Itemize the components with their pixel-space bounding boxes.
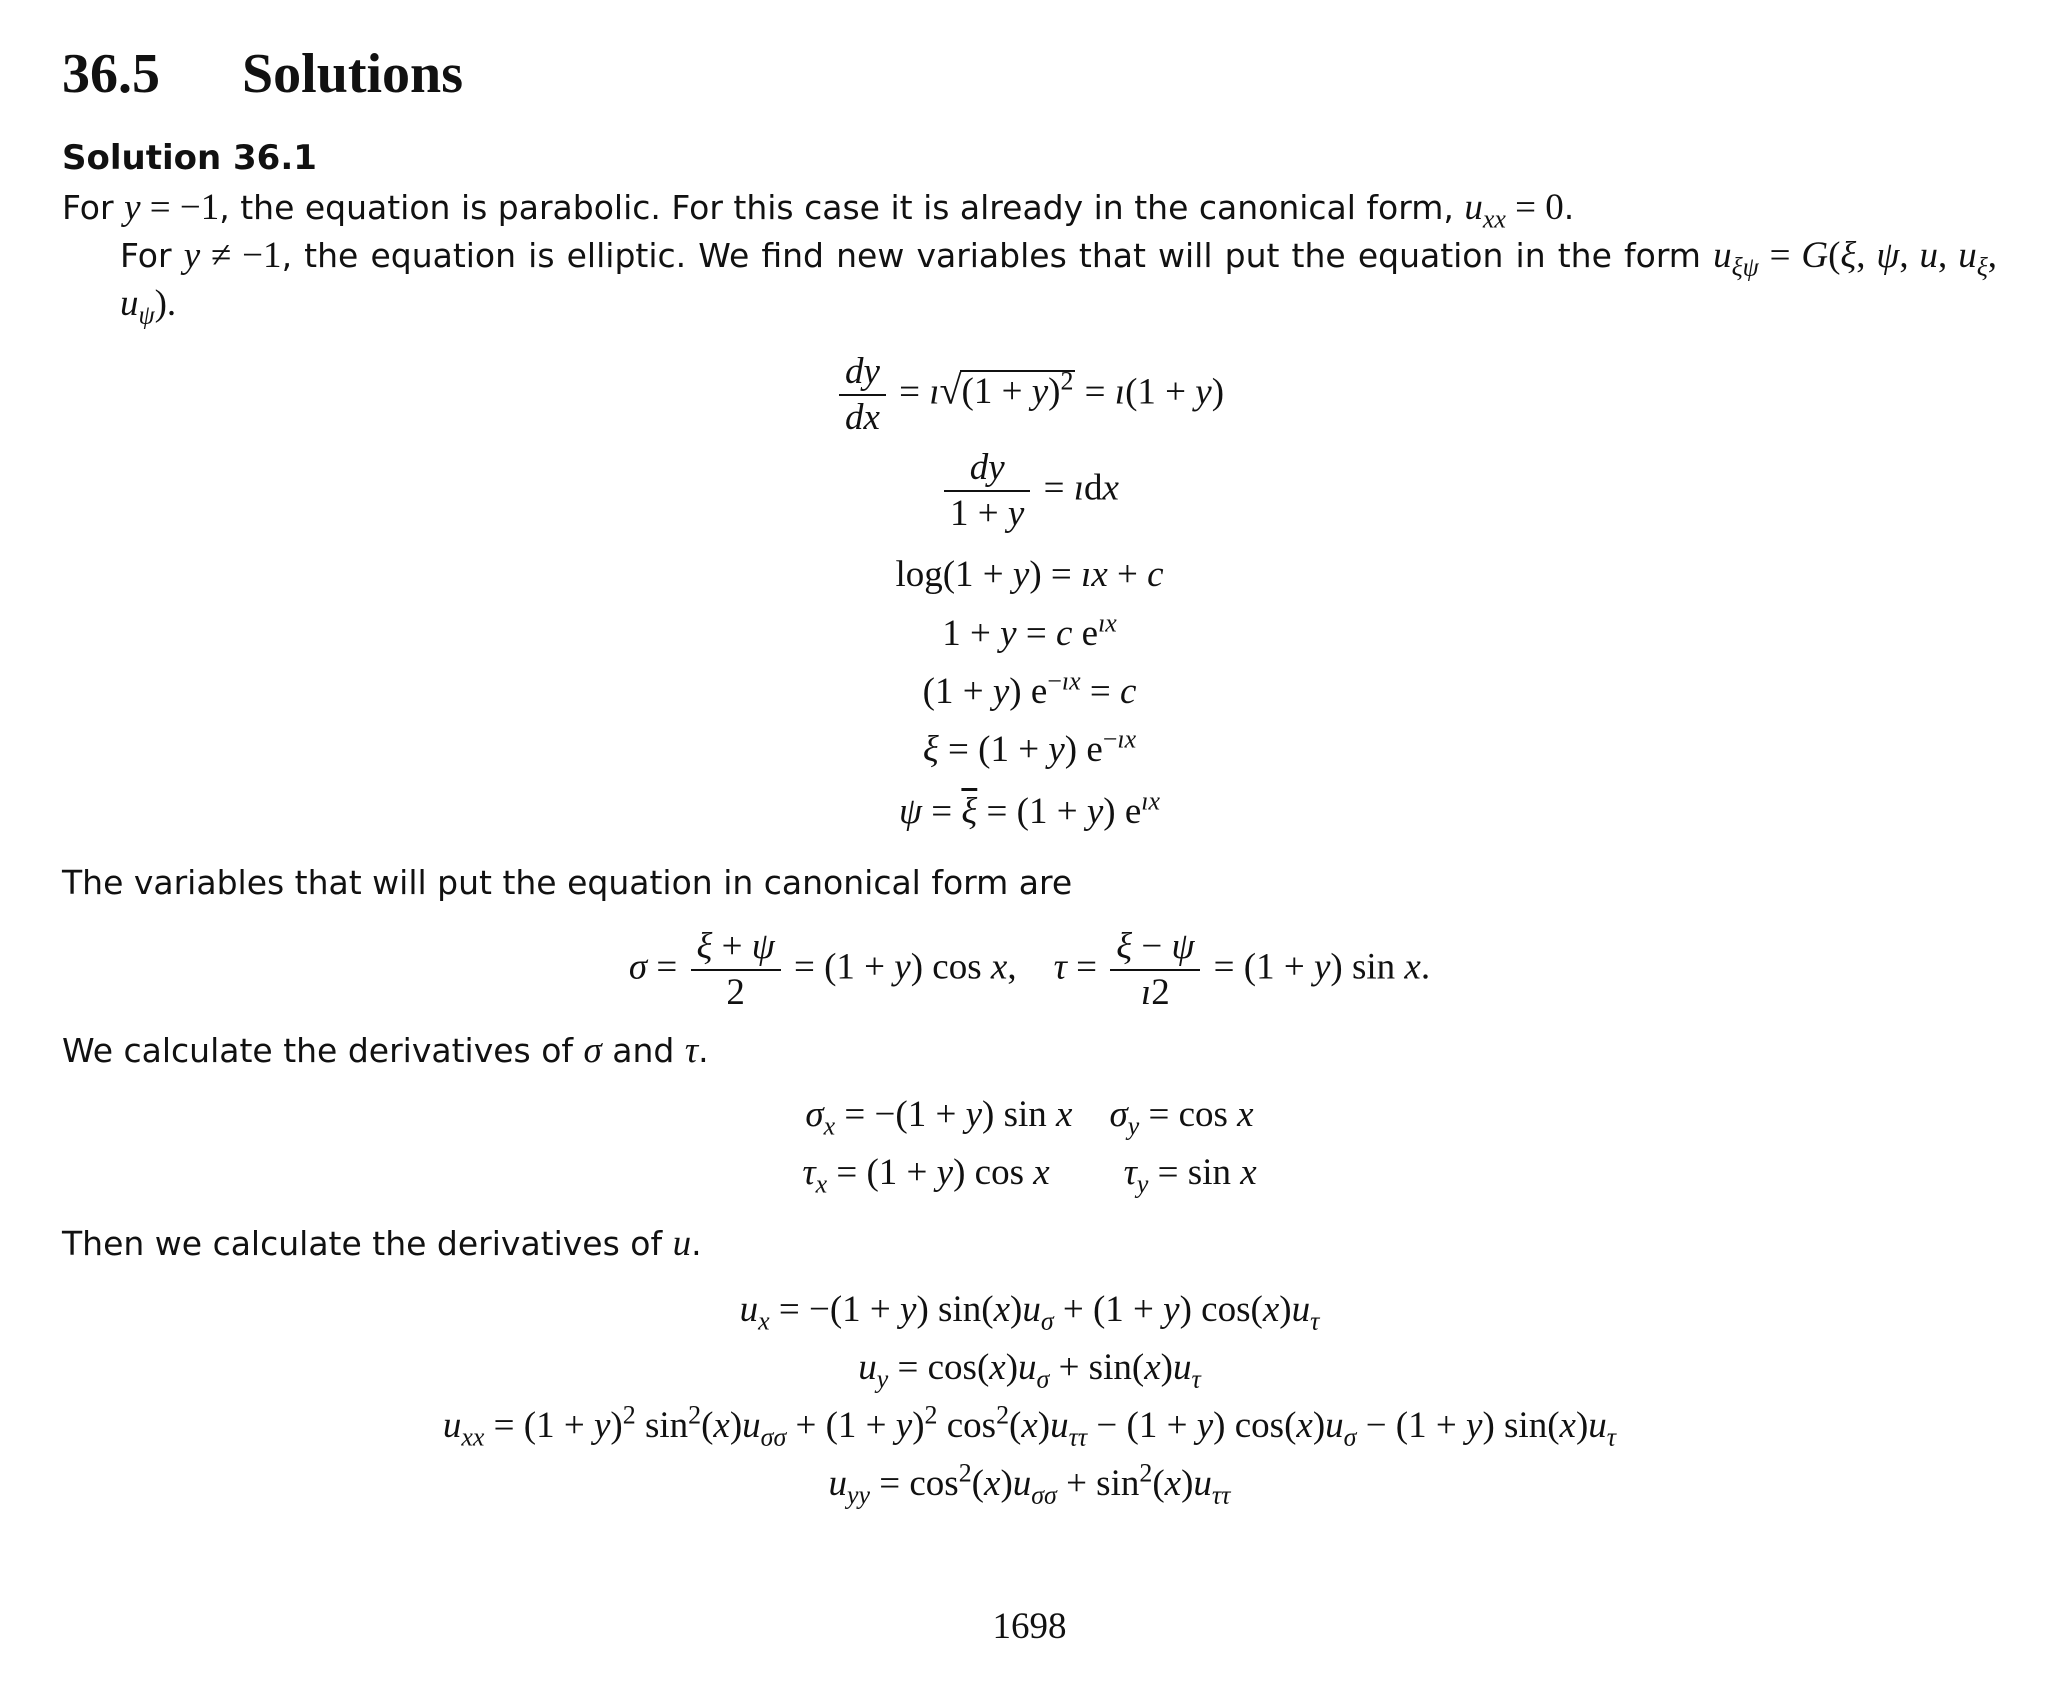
math-inline: y = −1 <box>124 187 220 228</box>
paragraph-derivatives-u: Then we calculate the derivatives of u. <box>62 1223 702 1264</box>
math-inline: $u_{xx} = 0$ <box>1464 187 1564 234</box>
equation-uyy: $u_{yy} = \cos^2(x)u_{\sigma\sigma} + \sin^2(x)u_{\tau\tau}$ <box>828 1458 1231 1510</box>
paragraph-elliptic: For y ≠ −1, the equation is elliptic. We find new variables that will put the equation in the form $u_{\xi\psi} = G(\xi$, ψ, u, $u_\xi$, $u_\psi$). <box>120 235 1998 330</box>
document-page <box>62 0 1997 1687</box>
section-title: Solutions <box>242 43 463 105</box>
equation-sigma-derivs: $\sigma_x = -(1 + y)$ sin x $\sigma_y = \cos x$ <box>805 1094 1254 1141</box>
paragraph-derivatives-sigma-tau: We calculate the derivatives of σ and τ. <box>62 1030 709 1071</box>
solution-heading: Solution 36.1 <box>62 138 317 178</box>
paragraph-variables: The variables that will put the equation in canonical form are <box>62 863 1073 902</box>
equation-dy-dx: $\frac{dy}{dx}$ = ı√(1 + y)$^2$ = ı(1 + y) <box>62 350 1997 440</box>
equation-xi: ξ = (1 + y) $e^{-ıx}$ <box>922 724 1137 770</box>
page-number: 1698 <box>992 1606 1067 1647</box>
paragraph-parabolic: For y = −1, the equation is parabolic. For this case it is already in the canonical form, $u_{xx} = 0$. <box>62 187 1575 234</box>
equation-tau-derivs: $\tau_x = (1 + y)$ cos x $\tau_y = \sin x$ <box>802 1152 1257 1199</box>
equation-uy: $u_y = \cos(x)u_\sigma + \sin(x)u_\tau$ <box>858 1347 1201 1394</box>
equation-constant: (1 + y) $e^{-ıx} = c$ <box>922 666 1137 712</box>
math-inline: $u_{\xi\psi} = G(\xi$, ψ, u, $u_\xi$, $u_\psi$). <box>120 235 1998 330</box>
equation-sigma-tau: σ = $\frac{\xi + \psi}{2}$ = (1 + y) cos x, τ = $\frac{\xi - \psi}{ı2}$ = (1 + y) sin x. <box>628 926 1431 1013</box>
section-number: 36.5 <box>62 43 160 105</box>
math-inline: y ≠ −1 <box>183 235 282 276</box>
equation-exp: 1 + y = c $e^{ıx}$ <box>942 608 1117 654</box>
equation-ux: $u_x = -(1 + y) \sin(x)u_\sigma + (1 + y)$ $\cos(x)u_\tau$ <box>739 1289 1320 1336</box>
equation-psi: $\psi = \overline{\xi} = (1 + y)$ $e^{ıx}$ <box>899 786 1160 832</box>
equation-separated: $\frac{dy}{1 + y}$ = ıdx <box>62 446 1997 536</box>
equation-log: log(1 + y) = ıx + c <box>895 554 1164 595</box>
equation-uxx: $u_{xx} = (1 + y)^2$ $\sin^2(x)u_{\sigma\sigma} + (1 + y)^2$ $\cos^2(x)u_{\tau\tau} - (1 + y) \cos(x)u_\sigma - (1 + y)$ $\sin(x)u_\tau$ <box>442 1400 1617 1452</box>
section-heading <box>62 44 463 106</box>
